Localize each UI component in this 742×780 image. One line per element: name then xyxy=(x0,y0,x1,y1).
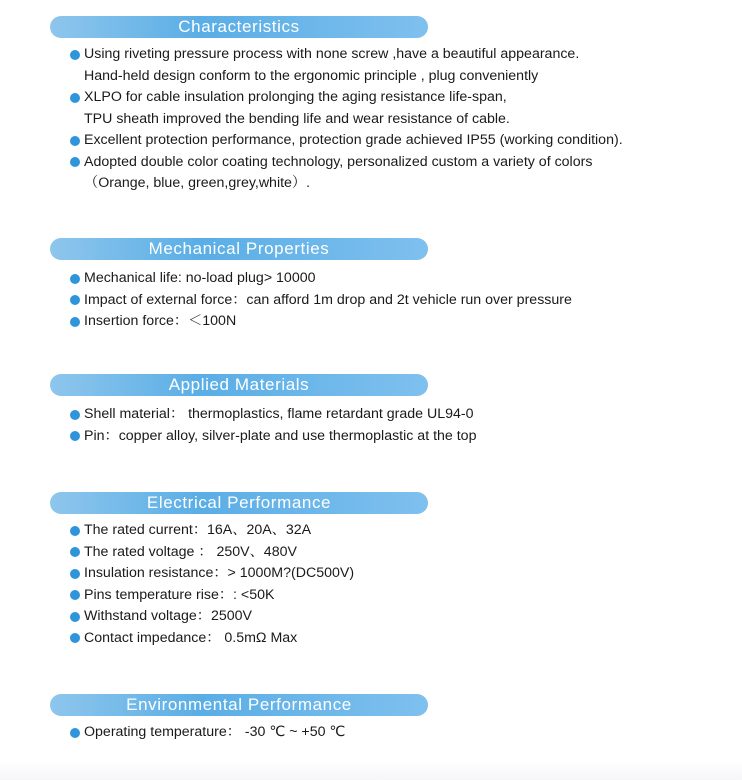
list-item xyxy=(70,628,354,650)
item-text: Impact of external force：can afford 1m drop and 2t vehicle run over pressure xyxy=(84,291,572,308)
item-text: Insulation resistance：> 1000M?(DC500V) xyxy=(84,565,355,581)
list-item xyxy=(70,311,572,333)
section-title-banner: Mechanical Properties xyxy=(50,238,428,260)
section-title-banner: Characteristics xyxy=(50,16,428,38)
item-text: The rated voltage ： 250V、480V xyxy=(84,543,297,560)
characteristics-list xyxy=(70,44,623,195)
bullet-dot-icon xyxy=(70,93,80,103)
item-text: Withstand voltage：2500V xyxy=(84,608,252,624)
applied-materials-list xyxy=(70,404,476,447)
item-text: Pins temperature rise：: <50K xyxy=(84,586,275,603)
section-title-banner: Applied Materials xyxy=(50,374,428,396)
list-item xyxy=(70,290,572,312)
bullet-dot-icon xyxy=(70,569,80,579)
bullet-dot-icon xyxy=(70,728,80,738)
footer-band xyxy=(0,760,742,780)
bullet-dot-icon xyxy=(70,317,80,327)
list-item xyxy=(70,404,476,426)
item-text: Adopted double color coating technology, personalized custom a variety of colors xyxy=(84,153,593,170)
electrical-performance-list xyxy=(70,520,354,649)
item-text: Excellent protection performance, protection grade achieved IP55 (working condition). xyxy=(84,132,623,148)
list-item xyxy=(70,722,345,744)
bullet-dot-icon xyxy=(70,157,80,167)
item-text: Contact impedance： 0.5mΩ Max xyxy=(84,629,298,646)
item-text: Operating temperature： -30 ℃ ~ +50 ℃ xyxy=(84,724,346,740)
list-item xyxy=(70,268,572,290)
item-text: Mechanical life: no-load plug> 10000 xyxy=(84,270,316,286)
item-text: The rated current：16A、20A、32A xyxy=(84,522,312,538)
bullet-dot-icon xyxy=(70,547,80,557)
bullet-dot-icon xyxy=(70,612,80,622)
list-item xyxy=(70,520,354,542)
list-item xyxy=(70,130,623,152)
item-text: Pin：copper alloy, silver-plate and use thermoplastic at the top xyxy=(84,427,477,444)
bullet-dot-icon xyxy=(70,633,80,643)
item-text: XLPO for cable insulation prolonging the aging resistance life-span, xyxy=(84,89,507,105)
list-item xyxy=(70,563,354,585)
bullet-dot-icon xyxy=(70,274,80,284)
bullet-dot-icon xyxy=(70,410,80,420)
item-text: （Orange, blue, green,grey,white）. xyxy=(84,175,311,191)
mechanical-properties-list xyxy=(70,268,572,333)
bullet-dot-icon xyxy=(70,50,80,60)
bullet-dot-icon xyxy=(70,431,80,441)
item-text: Hand-held design conform to the ergonomic principle , plug conveniently xyxy=(84,67,539,84)
list-item xyxy=(70,152,623,195)
bullet-dot-icon xyxy=(70,590,80,600)
list-item xyxy=(70,585,354,607)
list-item xyxy=(70,87,623,130)
environmental-performance-list xyxy=(70,722,345,744)
section-title-banner: Electrical Performance xyxy=(50,492,428,514)
bullet-dot-icon xyxy=(70,295,80,305)
item-text: Shell material： thermoplastics, flame retardant grade UL94-0 xyxy=(84,406,474,422)
list-item xyxy=(70,426,476,448)
list-item xyxy=(70,542,354,564)
item-text: Using riveting pressure process with none screw ,have a beautiful appearance. xyxy=(84,46,580,62)
list-item xyxy=(70,44,623,87)
item-text: Insertion force：＜100N xyxy=(84,313,237,329)
list-item xyxy=(70,606,354,628)
bullet-dot-icon xyxy=(70,526,80,536)
bullet-dot-icon xyxy=(70,136,80,146)
item-text: TPU sheath improved the bending life and wear resistance of cable. xyxy=(84,110,510,127)
section-title-banner: Environmental Performance xyxy=(50,694,428,716)
